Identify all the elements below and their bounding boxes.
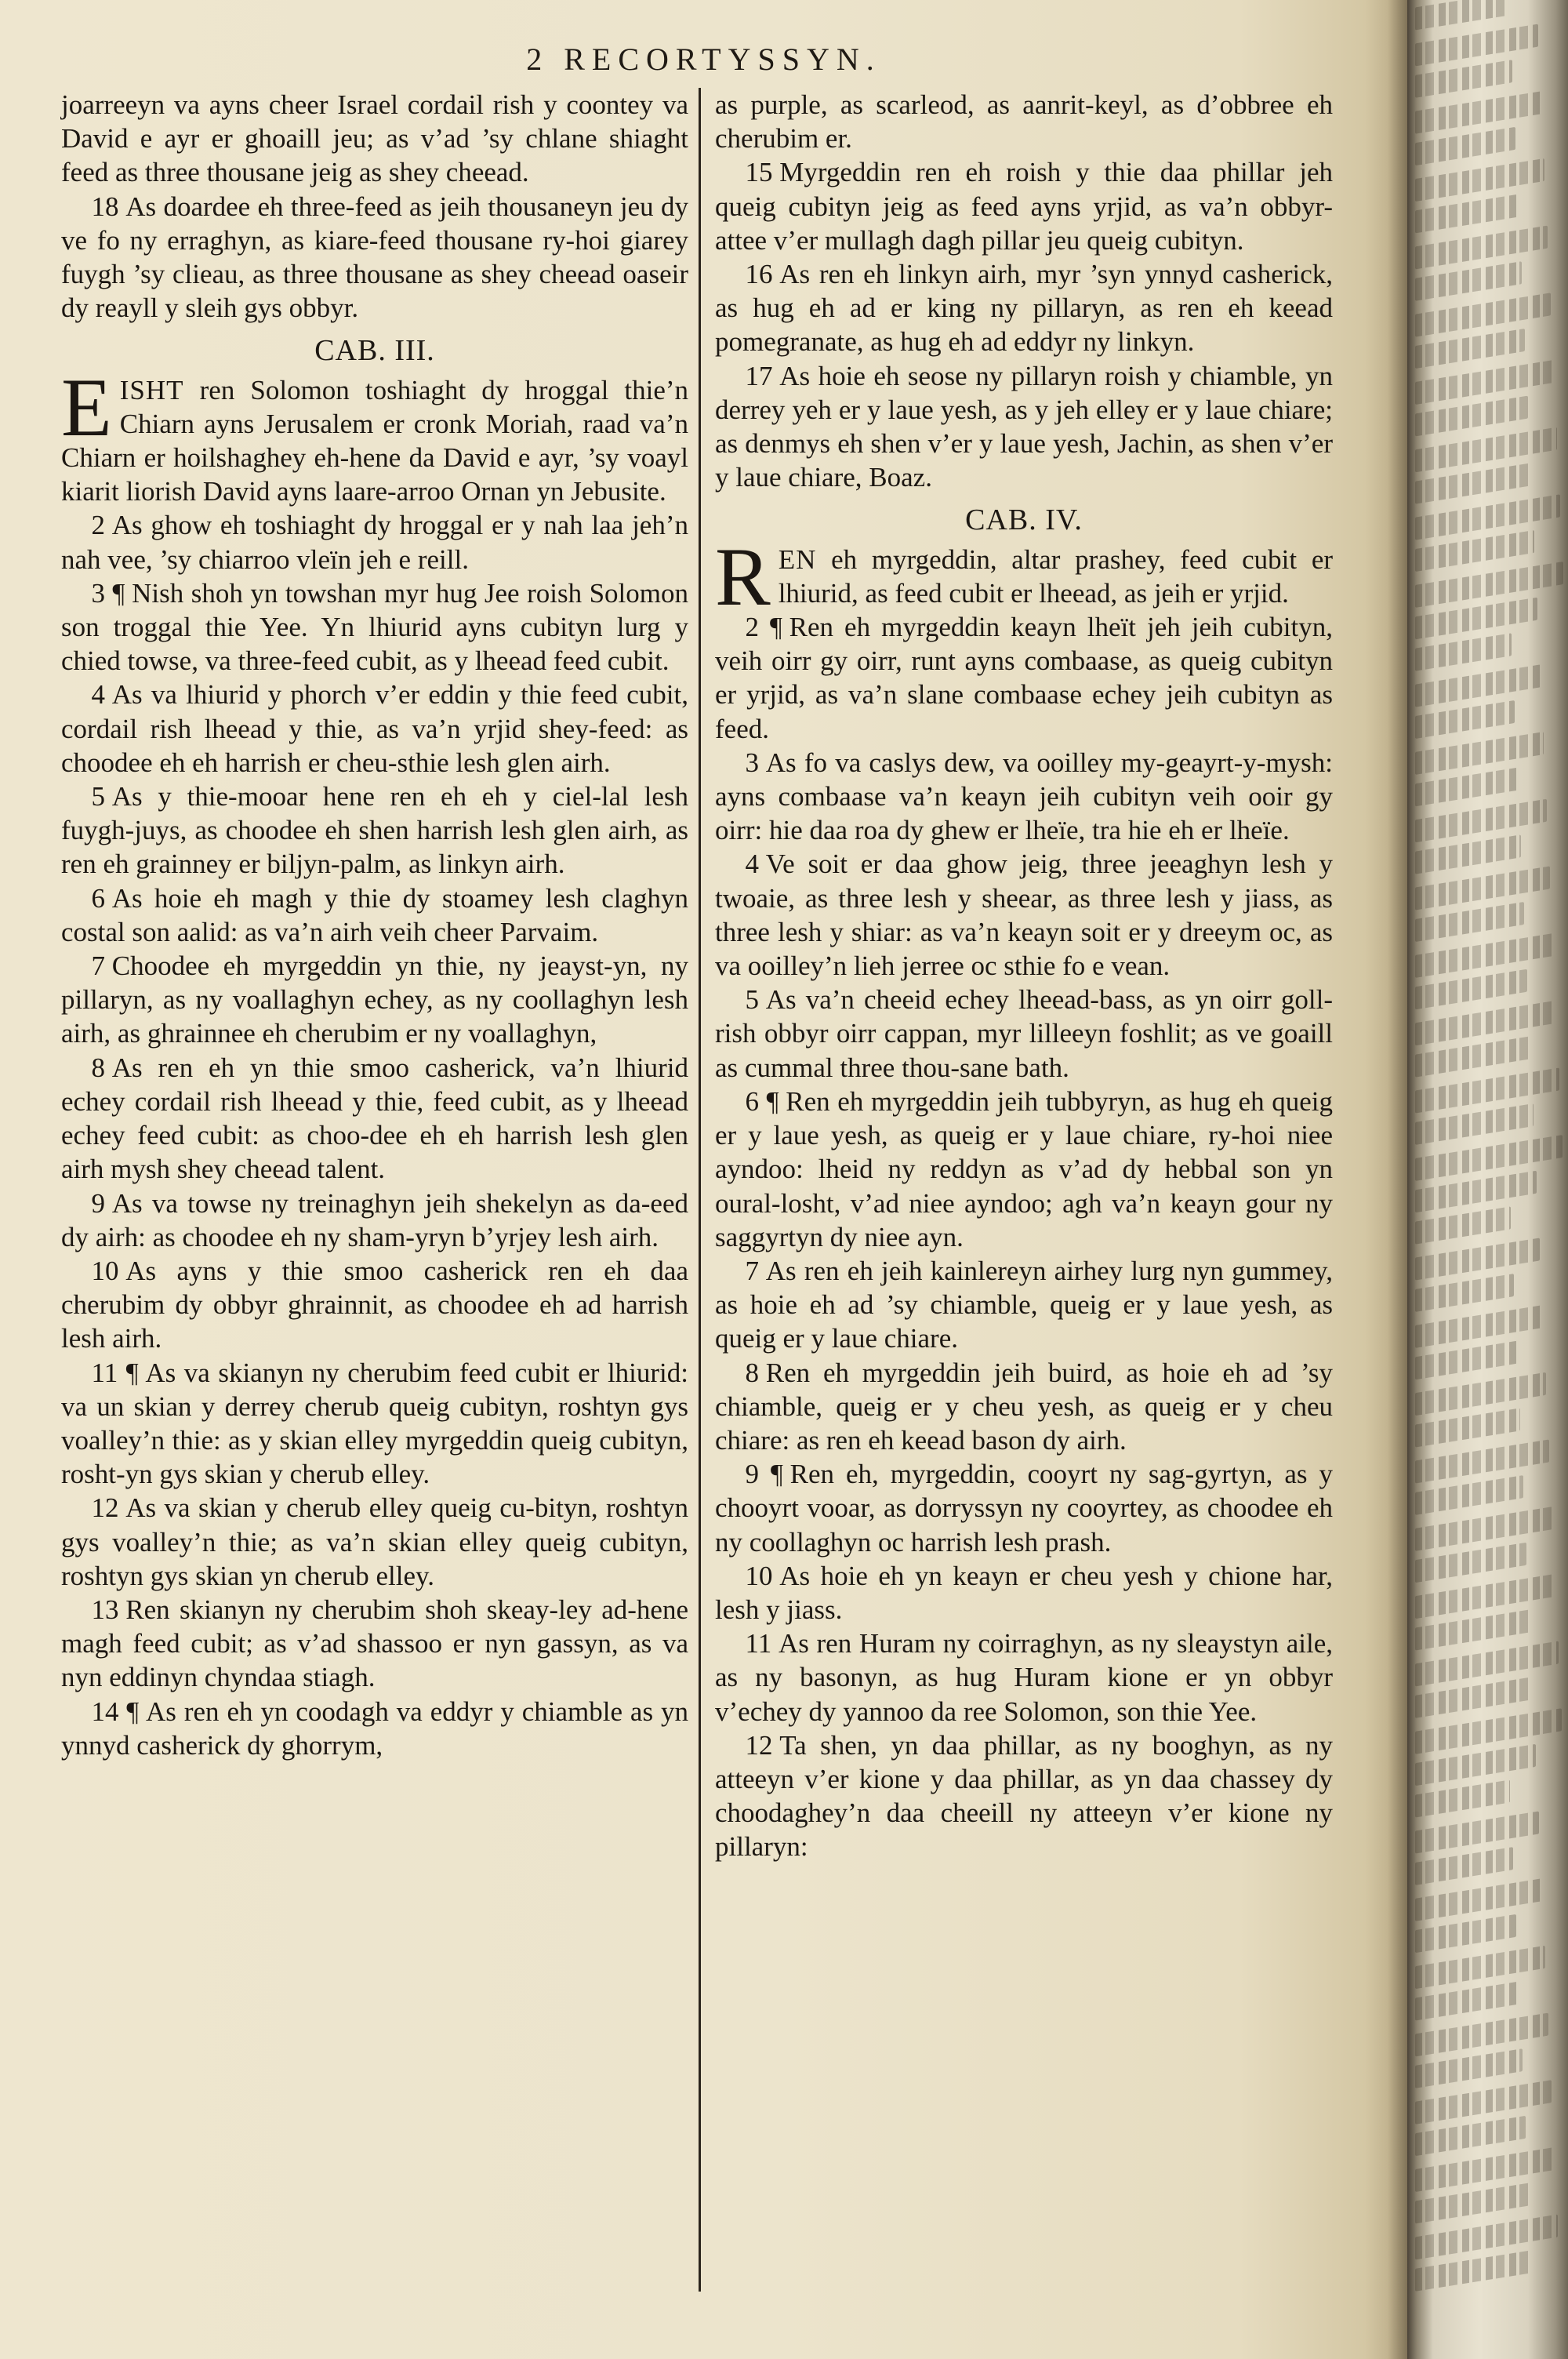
verse-number: 2 ¶ [745,612,782,643]
blurred-text-line [1415,866,1550,910]
verse-number: 7 [91,951,105,982]
verse-number: 4 [745,849,759,880]
drop-cap: E [61,361,112,453]
blurred-text-line [1415,562,1563,608]
blurred-text-line [1415,2116,1526,2156]
verse-text: Myrgeddin ren eh roish y thie daa phillar jeh queig cubityn jeig as feed ayns yrjid, as va’n obbyr-attee v’er mullagh dagh pillar jeu queig cubityn. [715,157,1333,256]
verse-text: ren Solomon toshiaght dy hroggal thie’n Chiarn ayns Jerusalem er cronk Moriah, raad va’n Chiarn er hoilshaghey eh-hene da David e ayr, ’sy voayl kiarit liorish David ayns laare-arroo Ornan yn Jebusite. [61,374,689,507]
blurred-text-line [1415,1439,1549,1483]
verse-text: As ren Huram ny coirraghyn, as ny sleaystyn aile, as ny basonyn, as hug Huram kione er yn obbyr v’echey dy yannoo da ree Solomon, son thie Yee. [715,1628,1333,1727]
verse-text: Ren eh myrgeddin jeih buird, as hoie eh ad ’sy chiamble, queig er y cheu yesh, as queig er y cheu chiare: as ren eh keead bason dy airh. [715,1357,1333,1456]
verse-number: 9 [91,1187,105,1219]
verse-text: As fo va caslys dew, va ooilley my-geayrt-y-mysh: ayns combaase va’n keayn jeih cubityn veih ooir gy oirr: hie daa roa dy ghew er lheïe, tra hie eh er lheïe. [715,747,1333,846]
drop-cap: R [715,530,771,623]
verse-number: 16 [745,259,773,290]
blurred-text-line [1415,329,1525,369]
chapter-heading: CAB. IV. [965,503,1083,537]
blurred-text-line [1415,768,1518,807]
verse-text: As ren eh jeih kainlereyn airhey lurg nyn gummey, as hoie eh ad ’sy chiamble, queig er y laue yesh, as queig er y laue chiare. [715,1255,1333,1354]
blurred-text-line [1415,700,1515,739]
verse-text: eh myrgeddin, altar prashey, feed cubit er lhiurid, as feed cubit er lheead, as jeih er yrjid. [778,543,1334,609]
verse-continuation: joarreeyn va ayns cheer Israel cordail rish y coontey va David e ayr er ghoaill jeu; as v’ad ’sy chlane shiaght feed as three thousane jeig as shey cheead. [61,89,688,188]
verse-text: As hoie eh magh y thie dy stoamey lesh claghyn costal son aalid: as va’n airh veih cheer Parvaim. [61,882,688,947]
verse-continuation: as purple, as scarleod, as aanrit-keyl, as d’obbree eh cherubim er. [715,89,1333,154]
verse-number: 3 ¶ [91,577,125,609]
verse-number: 2 [91,510,105,541]
verse-number: 5 [91,781,105,812]
blurred-text-line [1415,1811,1539,1853]
next-page-blurred-text [1415,0,1568,2359]
verse-text: As va’n cheeid echey lheead-bass, as yn oirr goll-rish obbyr oirr cappan, myr lilleeyn foshlit; as ve goaill as cummal three thou-sane bath. [715,984,1333,1083]
blurred-text-line [1415,1135,1563,1181]
verse-number: 4 [91,679,105,711]
verse-number: 18 [91,191,119,222]
blurred-text-line [1415,2215,1558,2260]
verse [715,1457,1333,1559]
blurred-text-line [1415,127,1515,165]
verse [61,190,688,325]
verse-number: 13 [91,1594,119,1625]
small-caps-word: ISHT [119,374,184,405]
blurred-text-line [1415,2147,1555,2192]
blurred-text-line [1415,834,1521,874]
blurred-text-line [1415,1708,1562,1754]
verse-number: 12 [745,1729,773,1761]
chapter-first-verse [715,530,1334,623]
verse [715,1728,1333,1864]
blurred-text-line [1415,933,1553,978]
blurred-text-line [1415,2013,1548,2057]
blurred-text-line [1415,1067,1559,1113]
right-column [715,88,1333,1864]
left-column [61,88,688,1762]
blurred-text-line [1415,1305,1543,1348]
verse-text: As ghow eh toshiaght dy hroggal er y nah laa jeh’n nah vee, ’sy chiarroo vleïn jeh e reill. [61,510,688,575]
verse-text: As va skian y cherub elley queig cu-bityn, roshtyn gys voalley’n thie; as va’n skian elley queig cubityn, roshtyn gys skian yn cherub elley. [61,1492,688,1591]
blurred-text-line [1415,1878,1542,1921]
blurred-text-line [1415,2080,1552,2125]
verse-number: 14 ¶ [91,1696,140,1727]
verse-text: As hoie eh yn keayn er cheu yesh y chione har, lesh y jiass. [715,1560,1333,1625]
verse [715,983,1333,1085]
blurred-text-line [1415,799,1547,843]
verse-number: 3 [745,747,759,778]
verse-number: 12 [91,1492,119,1524]
verse [61,949,688,1051]
verse-text: Ren eh myrgeddin jeih tubbyryn, as hug eh queig er y laue yesh, as queig er y laue chiare, ry-hoi niee ayndoo: lheid ny reddyn as v’ad dy hebbal son yn oural-losht, v’ad niee ayndoo; agh va’n keayn gour ny saggyrtyn dy niee ayn. [715,1085,1333,1252]
blurred-text-line [1415,427,1557,473]
blurred-text-line [1415,194,1519,234]
column-rule [699,88,701,2292]
verse-number: 15 [745,157,773,188]
blurred-text-line [1415,261,1522,301]
verse-number: 11 ¶ [91,1357,139,1388]
verse [61,576,688,678]
verse-text: Choodee eh myrgeddin yn thie, ny jeayst-yn, ny pillaryn, as ny voallaghyn echey, as ny coollaghyn lesh airh, as ghrainnee eh cherubim er ny voallaghyn, [61,951,688,1049]
verse-text: Ta shen, yn daa phillar, as ny booghyn, as ny atteeyn v’er kione y daa phillar, as yn daa chassey dy choodaghey’n daa cheeill ny atteeyn v’er kione ny pillaryn: [715,1729,1333,1863]
verse [61,1593,688,1695]
verse [715,610,1333,746]
verse [715,746,1333,848]
blurred-text-line [1415,24,1538,67]
blurred-text-line [1415,1206,1511,1244]
verse [61,678,688,780]
verse [715,1085,1333,1254]
verse [61,780,688,881]
chapter-heading: CAB. III. [314,334,435,368]
blurred-text-line [1415,1914,1516,1953]
blurred-text-line [1415,1574,1555,1619]
verse [61,1254,688,1356]
verse-text: As ayns y thie smoo casherick ren eh daa cherubim dy obbyr ghrainnit, as choodee eh ad harrish lesh airh. [61,1255,688,1354]
blurred-text-line [1415,732,1544,775]
running-head: 2 RECORTYSSYN. [526,42,881,77]
verse [715,257,1333,359]
verse-text: As y thie-mooar hene ren eh eh y ciel-lal lesh fuygh-juys, as choodee eh shen harrish lesh glen airh, as ren eh grainney er biljyn-palm, as linkyn airh. [61,781,688,880]
blurred-text-line [1415,1981,1519,2020]
verse-text: Nish shoh yn towshan myr hug Jee roish Solomon son troggal thie Yee. Yn lhiurid ayns cubityn lurg y chied towse, va three-feed cubit, as y lheead feed cubit. [61,577,688,677]
small-caps-word: EN [778,543,817,575]
verse-text: Ren eh, myrgeddin, cooyrt ny sag-gyrtyn, as y chooyrt vooar, as dorryssyn ny cooyrtey, as choodee eh ny coollaghyn oc harrish lesh prash. [715,1459,1333,1558]
verse [61,508,688,576]
verse-number: 6 [91,882,105,914]
blurred-text-line [1415,226,1548,270]
verse-text: As ren eh yn coodagh va eddyr y chiamble as yn ynnyd casherick dy ghorrym, [61,1696,688,1761]
verse [61,1695,688,1762]
blurred-text-line [1415,1779,1510,1817]
blurred-text-line [1415,293,1551,336]
blurred-text-line [1415,1847,1513,1885]
chapter-first-verse [61,361,689,509]
verse [61,1356,688,1492]
verse-text: As va skianyn ny cherubim feed cubit er lhiurid: va un skian y derrey cherub queig cubityn, roshtyn gys voalley’n thie: as y skian elley myrgeddin queig cubityn, rosht-yn gys skian y cherub elley. [61,1357,688,1490]
verse-text: As ren eh yn thie smoo casherick, va’n lhiurid echey cordail rish lheead y thie, feed cubit, as y lheead echey feed cubit: as choo-dee eh eh harrish lesh glen airh mysh shey cheead talent. [61,1052,688,1185]
verse [715,847,1333,983]
blurred-text-line [1415,1341,1517,1380]
verse-text: Ren skianyn ny cherubim shoh skeay-ley ad-hene magh feed cubit; as v’ad shassoo er nyn gassyn, as va nyn eddinyn chyndaa stiagh. [61,1594,688,1693]
blurred-text-line [1415,1475,1523,1515]
verse-number: 17 [745,360,773,391]
verse-number: 10 [745,1560,773,1591]
verse [715,359,1333,495]
verse [61,881,688,949]
blurred-text-line [1415,494,1560,540]
verse-number: 10 [91,1255,119,1286]
blurred-text-line [1415,902,1524,942]
blurred-text-line [1415,1408,1520,1447]
verse [61,1491,688,1593]
verse [715,1356,1333,1458]
blurred-text-line [1415,0,1509,31]
blurred-text-line [1415,158,1544,202]
blurred-text-line [1415,2048,1523,2088]
verse-number: 6 ¶ [745,1085,779,1117]
verse [715,155,1333,257]
blurred-text-line [1415,1641,1559,1687]
verse-number: 7 [745,1255,759,1286]
verse [715,1559,1333,1627]
verse-number: 9 ¶ [745,1459,783,1490]
verse-number: 5 [745,984,759,1016]
verse-number: 11 [745,1628,772,1659]
verse-text: Ve soit er daa ghow jeig, three jeeaghyn lesh y twoaie, as three lesh y sheear, as three lesh y jiass, as three lesh y shiar: as va’n keayn soit er y dreeym oc, as va ooilley’n lieh jerree oc sthie fo e vean. [715,849,1333,982]
blurred-text-line [1415,664,1541,707]
next-page-edge [1407,0,1568,2359]
blurred-text-line [1415,633,1512,671]
verse [61,1187,688,1254]
verse-text: Ren eh myrgeddin keayn lheït jeh jeih cubityn, veih oirr gy oirr, runt ayns combaase, as queig cubityn er yrjid, as va’n slane combaase echey jeih cubityn as feed. [715,612,1334,744]
verse-text: As ren eh linkyn airh, myr ’syn ynnyd casherick, as hug eh ad er king ny pillaryn, as ren eh keead pomegranate, as hug eh ad eddyr ny linkyn. [715,259,1333,358]
verse-text: As doardee eh three-feed as jeih thousaneyn jeu dy ve fo ny erraghyn, as kiare-feed thousane ry-hoi giarey fuygh ’sy clieau, as three thousane as shey cheead oaseir dy reayll y sleih gys obbyr. [61,191,688,324]
blurred-text-line [1415,1238,1540,1280]
verse-text: As va lhiurid y phorch v’er eddin y thie feed cubit, cordail rish lheead y thie, as va’n yrjid shey-feed: as choodee eh eh harrish er cheu-sthie lesh glen airh. [61,679,688,778]
verse-text: As va towse ny treinaghyn jeih shekelyn as da-eed dy airh: as choodee eh ny sham-yryn b’yrjey lesh airh. [61,1187,688,1252]
blurred-text-line [1415,91,1541,133]
blurred-text-line [1415,1946,1545,1989]
verse-number: 8 [91,1052,105,1083]
blurred-text-line [1415,1001,1556,1046]
blurred-text-line [1415,1274,1514,1312]
blurred-text-line [1415,1372,1546,1416]
verse [715,1627,1333,1728]
blurred-text-line [1415,360,1554,405]
verse [715,1254,1333,1356]
verse-text: As hoie eh seose ny pillaryn roish y chiamble, yn derrey yeh er y laue yesh, as y jeh elley er y laue chiare; as denmys eh shen v’er y laue yesh, Jachin, as shen v’er y laue chiare, Boaz. [715,360,1333,493]
blurred-text-line [1415,60,1512,98]
blurred-text-line [1415,1507,1552,1551]
verse-number: 8 [745,1357,759,1388]
verse [61,1051,688,1187]
